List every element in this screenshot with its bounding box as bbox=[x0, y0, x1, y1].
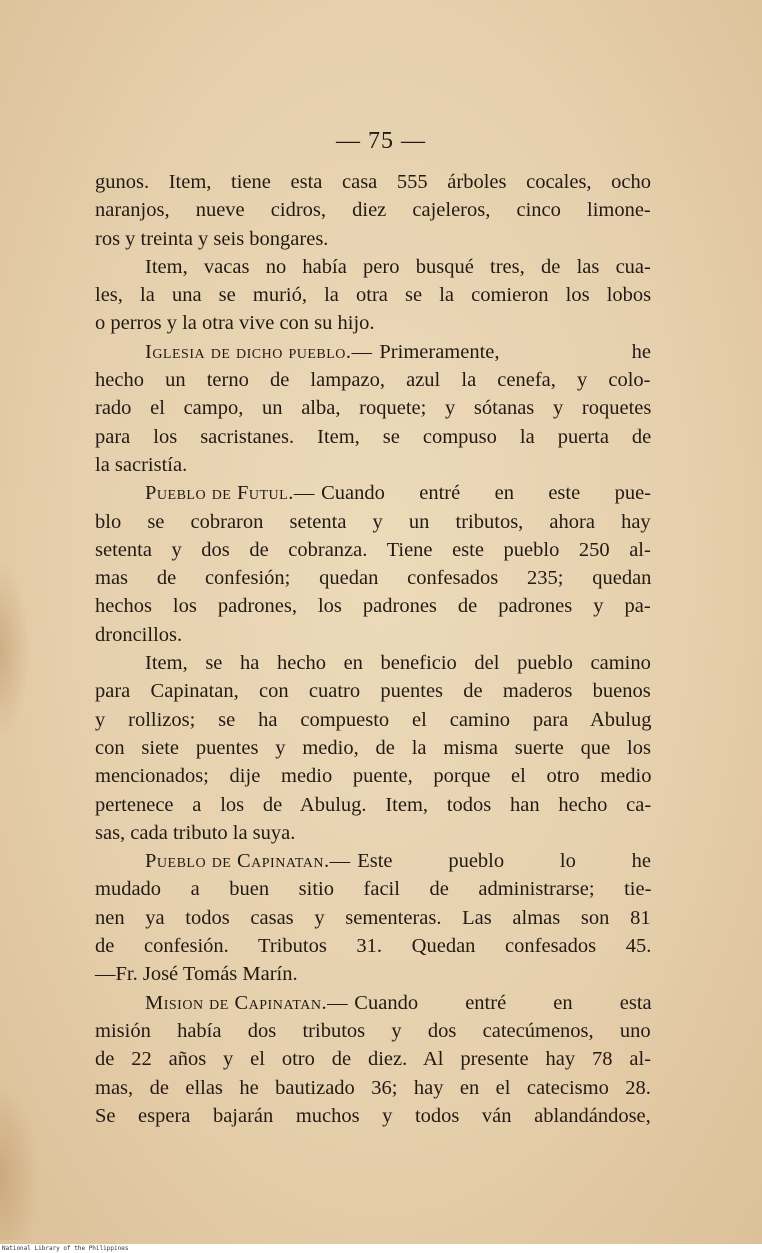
text-line bbox=[95, 1045, 651, 1073]
footer-credit: National Library of the Philippines bbox=[2, 1245, 129, 1252]
text-line bbox=[95, 536, 651, 564]
text-line bbox=[95, 847, 651, 875]
line-text: naranjos, nueve cidros, diez cajeleros, cinco limone- bbox=[95, 199, 651, 222]
text-line bbox=[95, 960, 651, 988]
line-text: Item, vacas no había pero busqué tres, de las cua- bbox=[145, 255, 651, 278]
text-line bbox=[95, 677, 651, 705]
text-line bbox=[95, 168, 651, 196]
text-line bbox=[95, 479, 651, 507]
paper-stain bbox=[0, 1080, 40, 1240]
line-text: pertenece a los de Abulug. Item, todos han hecho ca- bbox=[95, 793, 652, 816]
text-line bbox=[95, 366, 651, 394]
text-line bbox=[95, 649, 651, 677]
line-text: Item, se ha hecho en beneficio del pueblo camino bbox=[145, 652, 651, 675]
line-text: la sacristía. bbox=[95, 453, 188, 476]
text-line bbox=[95, 423, 651, 451]
text-line bbox=[95, 875, 651, 903]
line-text: nen ya todos casas y sementeras. Las almas son 81 bbox=[95, 906, 651, 929]
text-line bbox=[95, 592, 651, 620]
text-line bbox=[95, 904, 651, 932]
line-text: con siete puentes y medio, de la misma suerte que los bbox=[95, 736, 651, 759]
text-line bbox=[95, 819, 651, 847]
line-text: Cuando entré en esta bbox=[354, 991, 652, 1014]
text-line bbox=[95, 1017, 651, 1045]
line-text: o perros y la otra vive con su hijo. bbox=[95, 312, 375, 335]
line-text: Cuando entré en este pue- bbox=[321, 482, 651, 505]
text-line bbox=[95, 564, 651, 592]
line-text: de confesión. Tributos 31. Quedan confesados 45. bbox=[95, 935, 652, 958]
line-text: mencionados; dije medio puente, porque el otro medio bbox=[95, 765, 652, 788]
text-line bbox=[95, 394, 651, 422]
text-line bbox=[95, 225, 651, 253]
text-line bbox=[95, 621, 651, 649]
text-line bbox=[95, 253, 651, 281]
text-line bbox=[95, 706, 651, 734]
section-heading: Pueblo de Capinatan.— bbox=[145, 850, 351, 873]
page-number: — 75 — bbox=[336, 128, 426, 154]
text-line bbox=[95, 734, 651, 762]
line-text: blo se cobraron setenta y un tributos, ahora hay bbox=[95, 510, 651, 533]
line-text: sas, cada tributo la suya. bbox=[95, 821, 296, 844]
line-text: ros y treinta y seis bongares. bbox=[95, 227, 329, 250]
line-text: —Fr. José Tomás Marín. bbox=[95, 963, 298, 986]
text-line bbox=[95, 508, 651, 536]
line-text: gunos. Item, tiene esta casa 555 árboles cocales, ocho bbox=[95, 171, 652, 193]
text-line bbox=[95, 762, 651, 790]
line-text: rado el campo, un alba, roquete; y sótanas y roquetes bbox=[95, 397, 652, 420]
line-text: y rollizos; se ha compuesto el camino para Abulug bbox=[95, 708, 652, 731]
section-heading: Iglesia de dicho pueblo.— bbox=[145, 340, 373, 363]
line-text: hecho un terno de lampazo, azul la cenefa, y colo- bbox=[95, 369, 651, 392]
text-line bbox=[95, 1074, 651, 1102]
section-heading: Pueblo de Futul.— bbox=[145, 482, 315, 505]
line-text: Se espera bajarán muchos y todos ván ablandándose, bbox=[95, 1104, 651, 1127]
text-line bbox=[95, 1102, 651, 1130]
line-text: hechos los padrones, los padrones de padrones y pa- bbox=[95, 595, 651, 618]
line-text: mudado a buen sitio facil de administrarse; tie- bbox=[95, 878, 652, 901]
text-line bbox=[95, 196, 651, 224]
line-text: mas, de ellas he bautizado 36; hay en el catecismo 28. bbox=[95, 1076, 651, 1099]
line-text: para Capinatan, con cuatro puentes de maderos buenos bbox=[95, 680, 651, 703]
text-line bbox=[95, 989, 651, 1017]
section-heading: Mision de Capinatan.— bbox=[145, 991, 349, 1014]
text-line bbox=[95, 932, 651, 960]
text-line bbox=[95, 451, 651, 479]
body-text bbox=[95, 168, 651, 1130]
text-line bbox=[95, 791, 651, 819]
text-line bbox=[95, 309, 651, 337]
line-text: setenta y dos de cobranza. Tiene este pueblo 250 al- bbox=[95, 538, 651, 561]
line-text: les, la una se murió, la otra se la comieron los lobos bbox=[95, 284, 652, 307]
line-text: droncillos. bbox=[95, 623, 183, 646]
line-text: Este pueblo lo he bbox=[357, 850, 651, 873]
line-text: de 22 años y el otro de diez. Al presente hay 78 al- bbox=[95, 1048, 651, 1071]
paper-stain bbox=[0, 560, 30, 740]
line-text: mas de confesión; quedan confesados 235; quedan bbox=[95, 567, 652, 590]
line-text: Primeramente, he bbox=[379, 340, 651, 363]
text-line bbox=[95, 281, 651, 309]
line-text: misión había dos tributos y dos catecúmenos, uno bbox=[95, 1019, 651, 1042]
line-text: para los sacristanes. Item, se compuso la puerta de bbox=[95, 425, 652, 448]
text-line bbox=[95, 338, 651, 366]
